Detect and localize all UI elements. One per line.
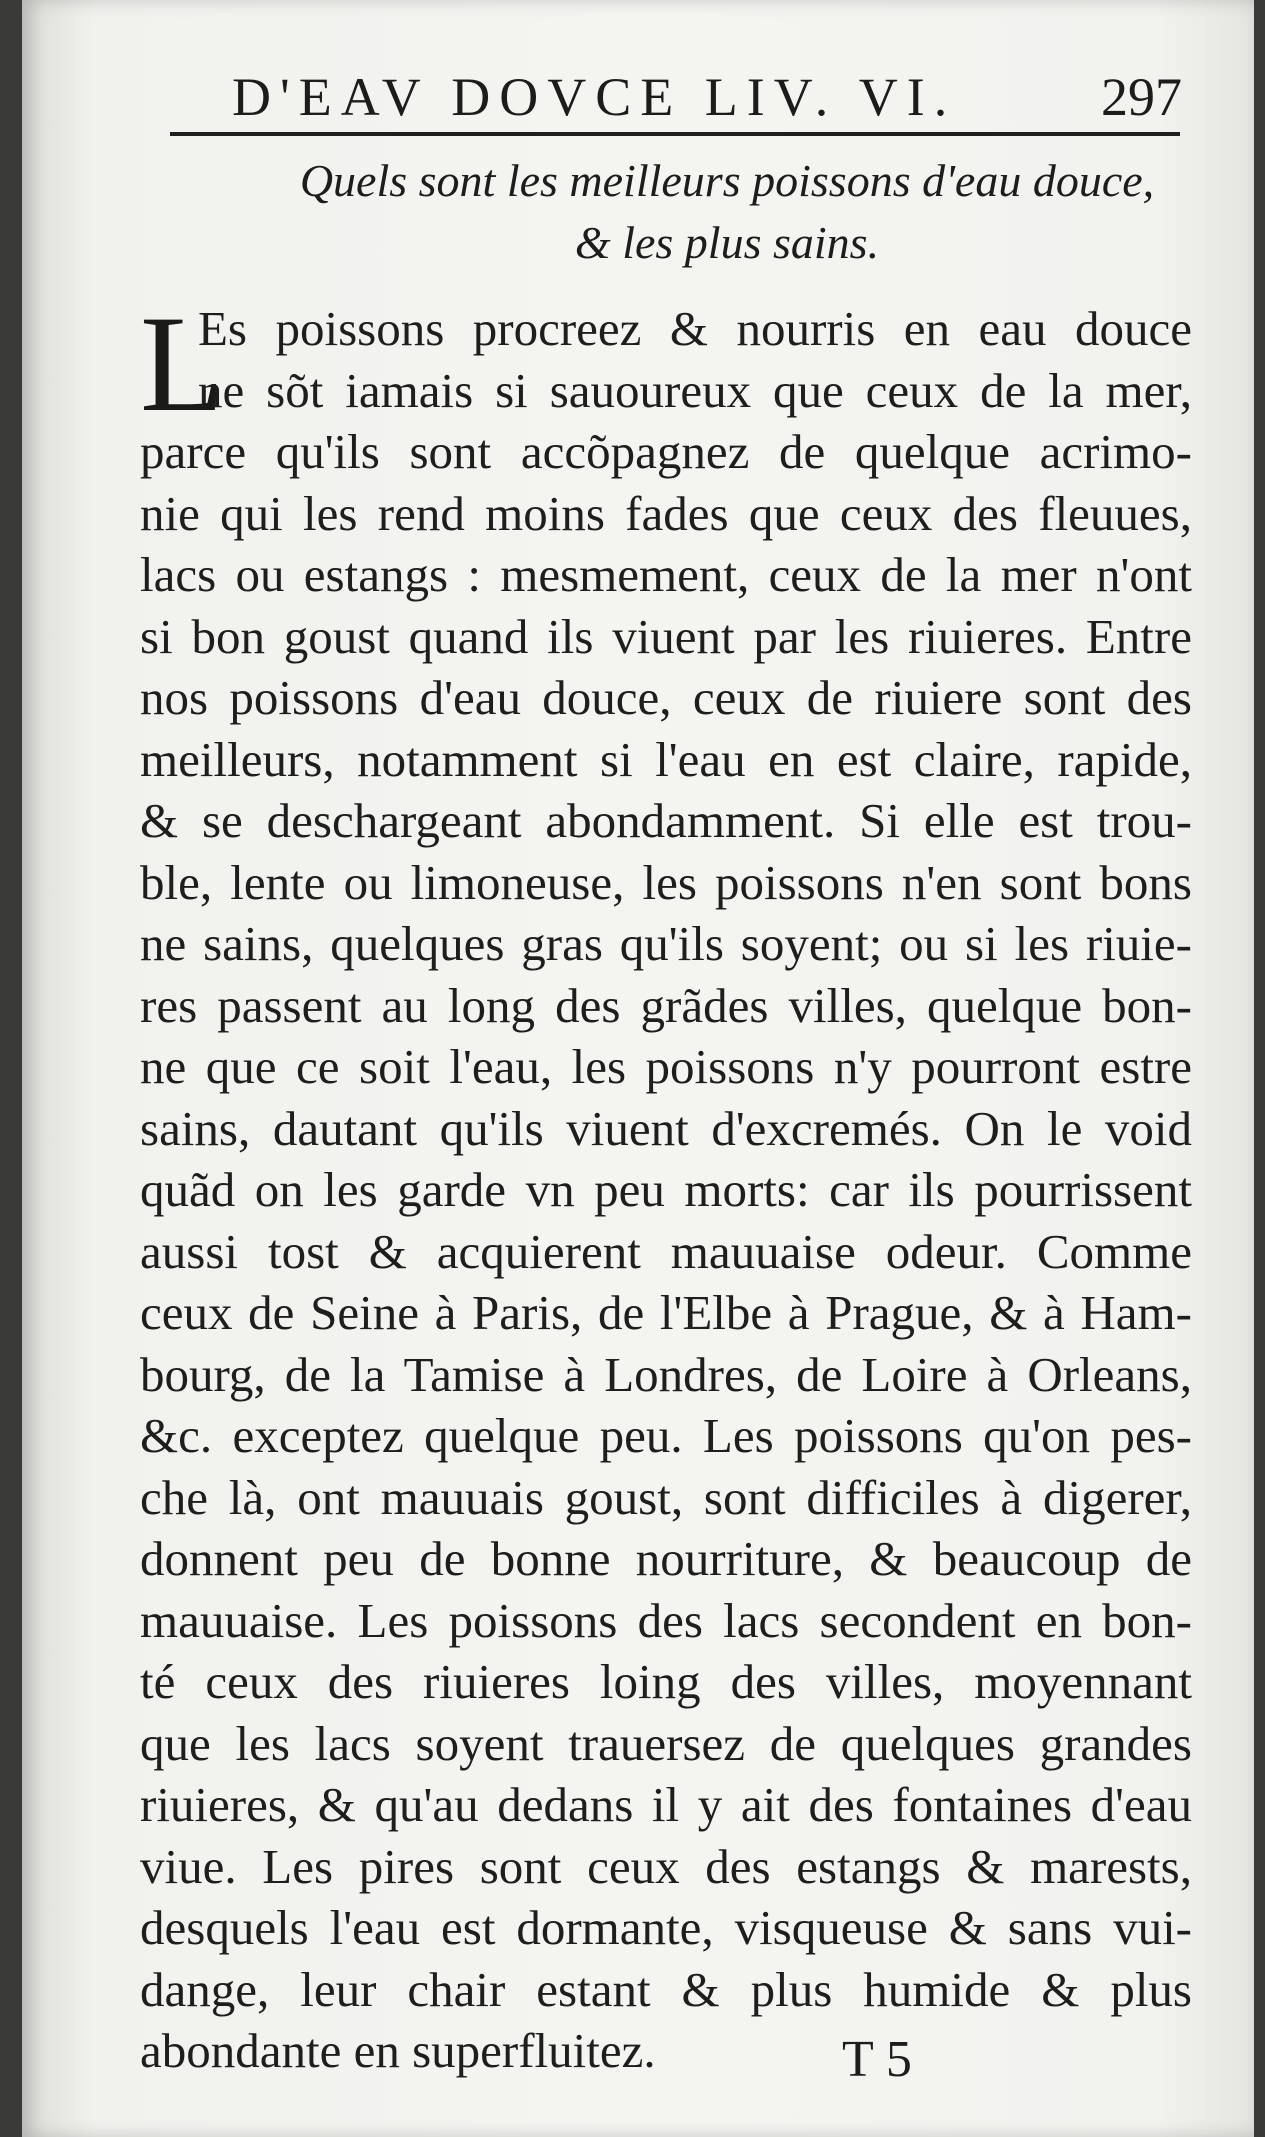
text-line: nie qui les rend moins fades que ceux des fleuues, xyxy=(140,485,1192,541)
text-line: ble, lente ou limoneuse, les poissons n'en sont bons xyxy=(140,854,1192,910)
text-line: ceux de Seine à Paris, de l'Elbe à Prague, & à Ham- xyxy=(140,1285,1192,1340)
text-line: si bon goust quand ils viuent par les riuieres. Entre xyxy=(140,608,1192,664)
book-page xyxy=(22,0,1254,2137)
text-line: té ceux des riuieres loing des villes, moyennant xyxy=(140,1654,1192,1709)
text-line: nos poissons d'eau douce, ceux de riuiere sont des xyxy=(140,670,1192,725)
text-line: quãd on les garde vn peu morts: car ils pourrissent xyxy=(140,1162,1192,1217)
text-line: ne sõt iamais si sauoureux que ceux de la mer, xyxy=(198,362,1192,418)
text-line: aussi tost & acquierent mauuaise odeur. Comme xyxy=(140,1223,1192,1279)
text-line: lacs ou estangs : mesmement, ceux de la mer n'ont xyxy=(140,547,1192,602)
text-line: dange, leur chair estant & plus humide & plus xyxy=(140,1961,1192,2017)
text-line: sains, dautant qu'ils viuent d'excremés. On le void xyxy=(140,1100,1192,1156)
text-line: bourg, de la Tamise à Londres, de Loire à Orleans, xyxy=(140,1346,1192,1402)
text-line: &c. exceptez quelque peu. Les poissons qu'on pes- xyxy=(140,1408,1192,1463)
text-line: parce qu'ils sont accõpagnez de quelque acrimo- xyxy=(140,424,1192,479)
section-heading-line: & les plus sains. xyxy=(574,217,880,268)
drop-cap: L xyxy=(140,287,225,440)
text-line: que les lacs soyent trauersez de quelques grandes xyxy=(140,1715,1192,1771)
signature-mark: T 5 xyxy=(842,2031,912,2088)
text-line: Es poissons procreez & nourris en eau douce xyxy=(198,301,1192,356)
page-number: 297 xyxy=(1101,67,1182,127)
running-head xyxy=(232,62,1182,132)
text-line: ne sains, quelques gras qu'ils soyent; ou si les riuie- xyxy=(140,916,1192,971)
text-line: ne que ce soit l'eau, les poissons n'y pourront estre xyxy=(140,1039,1192,1094)
text-line: viue. Les pires sont ceux des estangs & marests, xyxy=(140,1838,1192,1894)
section-heading-line: Quels sont les meilleurs poissons d'eau douce, xyxy=(299,155,1155,206)
text-line: abondante en superfluitez. xyxy=(140,2023,656,2078)
text-line: meilleurs, notamment si l'eau en est claire, rapide, xyxy=(140,731,1192,787)
text-line: mauuaise. Les poissons des lacs secondent en bon- xyxy=(140,1592,1192,1648)
text-line: riuieres, & qu'au dedans il y ait des fontaines d'eau xyxy=(140,1777,1192,1832)
text-line: res passent au long des grãdes villes, quelque bon- xyxy=(140,977,1192,1033)
text-line: desquels l'eau est dormante, visqueuse & sans vui- xyxy=(140,1900,1192,1955)
body-text xyxy=(140,287,1192,2082)
header-rule xyxy=(170,132,1180,136)
running-title: D'EAV DOVCE LIV. VI. xyxy=(232,67,957,127)
text-line: donnent peu de bonne nourriture, & beaucoup de xyxy=(140,1531,1192,1586)
section-heading xyxy=(277,150,1177,274)
text-line: & se deschargeant abondamment. Si elle est trou- xyxy=(140,793,1192,848)
text-line: che là, ont mauuais goust, sont difficiles à digerer, xyxy=(140,1469,1192,1525)
